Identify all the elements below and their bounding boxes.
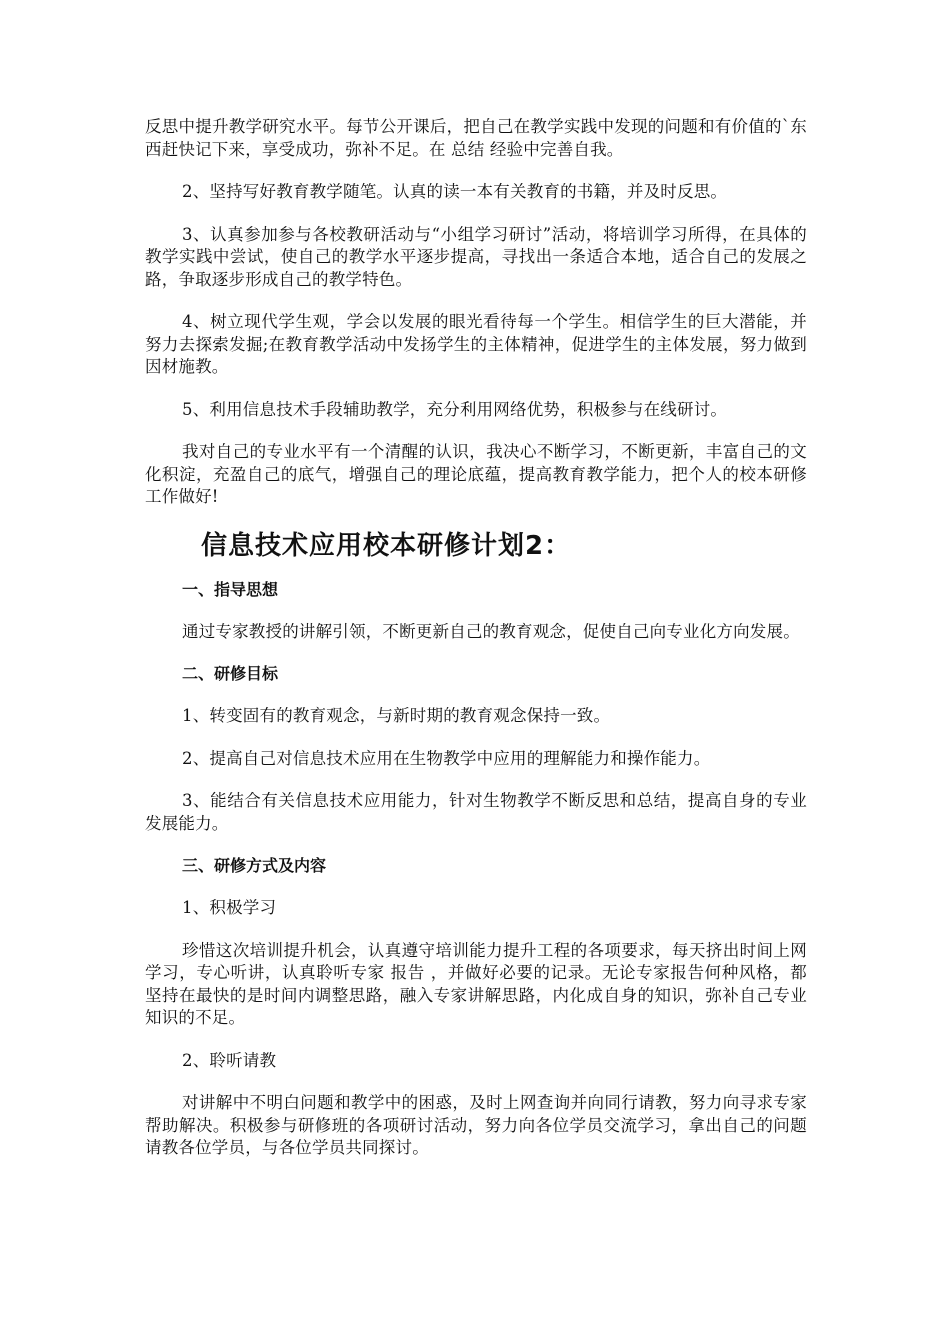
intro-paragraph: 反思中提升教学研究水平。每节公开课后，把自己在教学实践中发现的问题和有价值的`东西赶快记下来，享受成功，弥补不足。在 总结 经验中完善自我。	[145, 117, 807, 159]
heading-goals: 二、研修目标	[182, 664, 279, 683]
subheading-listen-consult: 2、聆听请教	[182, 1050, 277, 1070]
document-page	[145, 116, 807, 1180]
item-5-paragraph: 5、利用信息技术手段辅助教学，充分利用网络优势，积极参与在线研讨。	[182, 399, 728, 419]
goal-1-paragraph: 1、转变固有的教育观念，与新时期的教育观念保持一致。	[182, 706, 611, 725]
item-2-paragraph: 2、坚持写好教育教学随笔。认真的读一本有关教育的书籍，并及时反思。	[182, 182, 728, 201]
goal-2-paragraph: 2、提高自己对信息技术应用在生物教学中应用的理解能力和操作能力。	[182, 748, 711, 768]
heading-guiding-thought: 一、指导思想	[182, 579, 279, 599]
listen-consult-paragraph: 对讲解中不明白问题和教学中的困惑，及时上网查询并向同行请教，努力向寻求专家帮助解决。积极参与研修班的各项研讨活动，努力向各位学员交流学习，拿出自己的问题请教各位学员，与各位学员共同探讨。	[145, 1093, 807, 1157]
conclusion-paragraph: 我对自己的专业水平有一个清醒的认识，我决心不断学习，不断更新，丰富自己的文化积淀，充盈自己的底气，增强自己的理论底蕴，提高教育教学能力，把个人的校本研修工作做好!	[145, 442, 807, 506]
guiding-thought-paragraph: 通过专家教授的讲解引领，不断更新自己的教育观念，促使自己向专业化方向发展。	[182, 621, 800, 641]
subheading-active-learning: 1、积极学习	[182, 898, 277, 917]
active-learning-paragraph: 珍惜这次培训提升机会，认真遵守培训能力提升工程的各项要求，每天挤出时间上网学习，专心听讲，认真聆听专家 报告 ，并做好必要的记录。无论专家报告何种风格，都坚持在最快的是时间内调整思路，融入专家讲解思路，内化成自身的知识，弥补自己专业知识的不足。	[145, 940, 807, 1027]
item-3-paragraph: 3、认真参加参与各校教研活动与“小组学习研讨”活动，将培训学习所得，在具体的教学实践中尝试，使自己的教学水平逐步提高，寻找出一条适合本地，适合自己的发展之路，争取逐步形成自己的教学特色。	[145, 224, 807, 289]
item-4-paragraph: 4、树立现代学生观，学会以发展的眼光看待每一个学生。相信学生的巨大潜能，并努力去探索发掘;在教育教学活动中发扬学生的主体精神，促进学生的主体发展，努力做到因材施教。	[145, 312, 807, 376]
section-title: 信息技术应用校本研修计划2：	[201, 530, 572, 561]
heading-methods: 三、研修方式及内容	[182, 856, 327, 875]
goal-3-paragraph: 3、能结合有关信息技术应用能力，针对生物教学不断反思和总结，提高自身的专业发展能力。	[145, 791, 807, 833]
